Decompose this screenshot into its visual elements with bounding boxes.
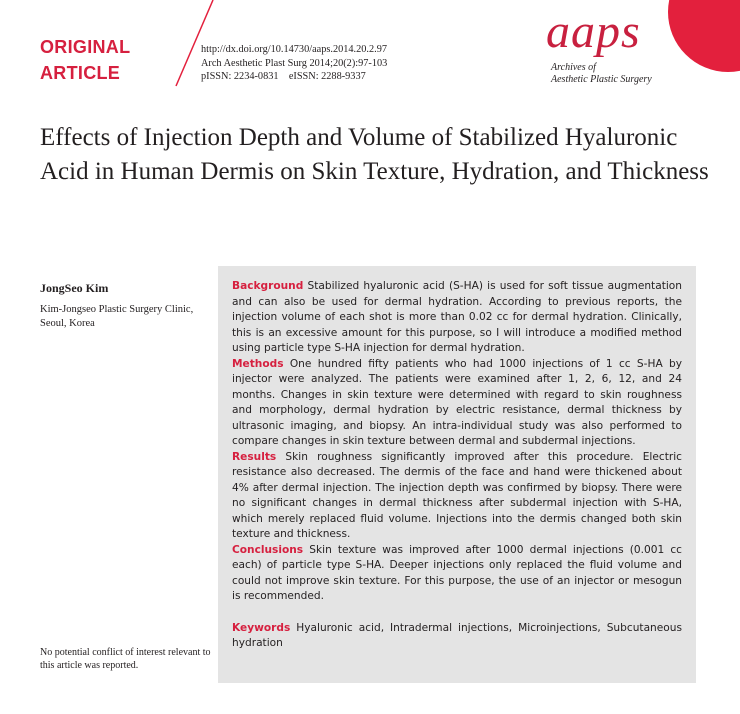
methods-label: Methods [232, 357, 284, 370]
journal-logo-line1: Archives of [551, 62, 596, 73]
background-label: Background [232, 280, 304, 292]
journal-citation: Arch Aesthetic Plast Surg 2014;20(2):97-103 [201, 57, 388, 69]
abstract-box [218, 266, 696, 683]
journal-logo-wordmark: aaps [546, 5, 641, 58]
abstract-conclusions [232, 543, 682, 605]
author-name: JongSeo Kim [40, 281, 109, 295]
affiliation-line1: Kim-Jongseo Plastic Surgery Clinic, [40, 304, 194, 315]
doi-link[interactable]: http://dx.doi.org/10.14730/aaps.2014.20.2.97 [201, 44, 388, 55]
article-title: Effects of Injection Depth and Volume of Stabilized Hyaluronic Acid in Human Dermis on Skin Texture, Hydration, and Thickness [40, 124, 709, 185]
article-type-line1: ORIGINAL [40, 37, 131, 57]
issn-line: pISSN: 2234-0831 eISSN: 2288-9337 [201, 71, 366, 82]
journal-logo-line2: Aesthetic Plastic Surgery [551, 74, 652, 85]
conclusions-text: Skin texture was improved after 1000 dermal injections (0.001 cc each) of particle type S-HA. Deeper injections only replaced the fluid volume and could not improve skin texture. For this purpose, the use of an injector or mesogun is recommended. [232, 543, 683, 602]
author-affiliation [40, 303, 210, 331]
journal-logo-subtitle [551, 62, 652, 86]
conflict-of-interest-note: No potential conflict of interest relevant to this article was reported. [40, 647, 211, 671]
keywords-text: Hyaluronic acid, Intradermal injections, Microinjections, Subcutaneous hydration [232, 621, 683, 649]
abstract-methods [232, 357, 682, 450]
abstract-keywords [232, 621, 682, 652]
article-type-line2: ARTICLE [40, 63, 121, 83]
abstract-results [232, 450, 682, 543]
citation-block [201, 43, 387, 84]
abstract-background [232, 279, 682, 357]
results-text: Skin roughness significantly improved after this procedure. Electric resistance also decreased. The dermis of the face and hand were thickened about 4% after dermal injection. The injection depth was confirmed by biopsy. There were no significant changes in dermal thickness after subdermal injection with S-HA, which merely replaced fluid volume. Injections into the dermis changed both skin texture and thickness. [232, 450, 682, 540]
keywords-label: Keywords [232, 621, 291, 634]
article-type-label [40, 34, 130, 86]
affiliation-line2: Seoul, Korea [40, 318, 95, 329]
methods-text: One hundred fifty patients who had 1000 injections of 1 cc S-HA by injector were analyzed. The patients were examined after 1, 2, 6, 12, and 24 months. Changes in skin texture were determined with regard to skin roughness and morphology, dermal hydration by electric resistance, dermal thickness by ultrasonic imaging, and biopsy. An intra-individual study was also performed to compare changes in skin texture between dermal and subdermal injections. [232, 357, 682, 447]
results-label: Results [232, 450, 277, 463]
background-text: Stabilized hyaluronic acid (S-HA) is used for soft tissue augmentation and can also be used for dermal hydration. According to previous reports, the injection volume of each shot is more than 0.02 cc for dermal hydration. Clinically, this is an excessive amount for this purpose, so I will introduce a modified method using particle type S-HA injection for dermal hydration. [232, 280, 682, 354]
conclusions-label: Conclusions [232, 543, 304, 556]
